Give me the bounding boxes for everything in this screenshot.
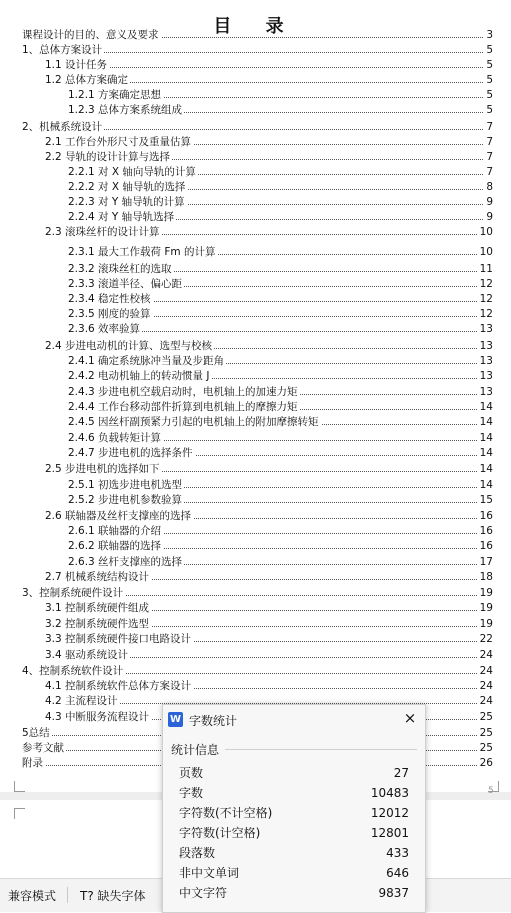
statistic-value: 9837 (378, 886, 409, 900)
toc-page-number: 3 (486, 29, 493, 41)
toc-entry-text: 2.4 步进电动机的计算、选型与校核 (45, 340, 213, 352)
statistic-label: 字符数(不计空格) (179, 806, 273, 820)
toc-entry[interactable] (68, 307, 493, 322)
toc-entry[interactable] (68, 195, 493, 210)
toc-entry[interactable] (68, 400, 493, 415)
toc-page-number: 12 (479, 293, 493, 305)
toc-page-number: 24 (479, 649, 493, 661)
toc-entry[interactable] (68, 322, 493, 337)
toc-page-number: 14 (479, 447, 493, 459)
toc-entry-text: 4.1 控制系统软件总体方案设计 (45, 680, 192, 692)
toc-entry-text: 3、控制系统硬件设计 (22, 587, 124, 599)
toc-page-number: 16 (479, 540, 493, 552)
dialog-title: 字数统计 (189, 714, 238, 728)
statistic-label: 非中文单词 (179, 866, 240, 880)
toc-page-number: 5 (486, 104, 493, 116)
toc-page-number: 5 (486, 44, 493, 56)
toc-entry[interactable] (45, 150, 493, 165)
toc-entry[interactable] (45, 135, 493, 150)
toc-page-number: 13 (479, 370, 493, 382)
toc-entry[interactable] (22, 120, 493, 135)
toc-entry[interactable] (68, 524, 493, 539)
toc-entry[interactable] (68, 446, 493, 461)
statistics-section-label: 统计信息 (171, 743, 220, 757)
toc-entry-text: 2.6.1 联轴器的介绍 (68, 525, 162, 537)
missing-font-icon: T? (80, 889, 94, 903)
toc-page-number: 14 (479, 463, 493, 475)
toc-page-number: 7 (486, 166, 493, 178)
page-corner-mark (14, 781, 25, 792)
toc-entry[interactable] (68, 245, 493, 260)
toc-page-number: 8 (486, 181, 493, 193)
toc-entry[interactable] (45, 570, 493, 585)
toc-entry-text: 2.4.3 步进电机空载启动时，电机轴上的加速力矩 (68, 386, 298, 398)
section-divider (225, 749, 417, 750)
statistic-row (179, 783, 409, 803)
toc-entry-text: 3.2 控制系统硬件选型 (45, 618, 150, 630)
toc-entry[interactable] (45, 632, 493, 647)
toc-entry-text: 4.3 中断服务流程设计 (45, 711, 150, 723)
toc-page-number: 5 (486, 59, 493, 71)
toc-entry[interactable] (22, 586, 493, 601)
toc-entry-text: 2.3.3 滚道半径、偏心距 (68, 278, 183, 290)
toc-entry-text: 2.5 步进电机的选择如下 (45, 463, 160, 475)
toc-entry[interactable] (45, 339, 493, 354)
toc-entry[interactable] (68, 369, 493, 384)
toc-entry-text: 2.6 联轴器及丝杆支撑座的选择 (45, 510, 192, 522)
toc-entry[interactable] (68, 165, 493, 180)
toc-page-number: 7 (486, 151, 493, 163)
toc-entry-text: 4.2 主流程设计 (45, 695, 118, 707)
statistic-label: 字数 (179, 786, 204, 800)
toc-entry[interactable] (45, 225, 493, 240)
toc-entry[interactable] (68, 88, 493, 103)
toc-title: 目 录 (213, 16, 298, 37)
toc-entry-text: 3.3 控制系统硬件接口电路设计 (45, 633, 192, 645)
toc-page-number: 18 (479, 571, 493, 583)
statistic-value: 27 (393, 766, 409, 780)
toc-page-number: 24 (479, 665, 493, 677)
toc-entry-text: 2.3.5 刚度的验算 (68, 308, 151, 320)
toc-page-number: 12 (479, 308, 493, 320)
toc-entry-text: 2.6.3 丝杆支撑座的选择 (68, 556, 183, 568)
toc-entry[interactable] (22, 664, 493, 679)
toc-page-number: 11 (479, 263, 493, 275)
toc-entry-text: 1.1 设计任务 (45, 59, 108, 71)
toc-page-number: 13 (479, 355, 493, 367)
statistic-label: 字符数(计空格) (179, 826, 261, 840)
toc-entry[interactable] (68, 210, 493, 225)
toc-entry-text: 2.2.2 对 X 轴导轨的选择 (68, 181, 186, 193)
toc-entry-text: 1.2.1 方案确定思想 (68, 89, 162, 101)
toc-page-number: 17 (479, 556, 493, 568)
toc-page-number: 12 (479, 278, 493, 290)
toc-page-number: 24 (479, 695, 493, 707)
close-icon[interactable]: × (403, 709, 417, 727)
toc-page-number: 13 (479, 323, 493, 335)
toc-entry[interactable] (45, 509, 493, 524)
toc-page-number: 5 (486, 89, 493, 101)
toc-page-number: 25 (479, 711, 493, 723)
toc-page-number: 10 (479, 246, 493, 258)
toc-page-number: 14 (479, 401, 493, 413)
word-count-dialog (162, 704, 426, 913)
statistic-row (179, 763, 409, 783)
toc-entry[interactable] (22, 43, 493, 58)
toc-entry-text: 5总结 (22, 727, 50, 739)
toc-page-number: 19 (479, 587, 493, 599)
toc-page-number: 22 (479, 633, 493, 645)
missing-fonts-button[interactable] (80, 887, 146, 904)
toc-entry[interactable] (45, 462, 493, 477)
toc-entry-text: 2.3.4 稳定性校核 (68, 293, 151, 305)
statistic-value: 12801 (370, 826, 409, 840)
toc-entry-text: 2.4.5 因丝杆副预紧力引起的电机轴上的附加摩擦转矩 (68, 416, 319, 428)
toc-dot-leader (45, 67, 493, 68)
statistic-row (179, 843, 409, 863)
toc-entry[interactable] (68, 262, 493, 277)
toc-entry-text: 4、控制系统软件设计 (22, 665, 124, 677)
statistic-value: 12012 (370, 806, 409, 820)
toc-entry-text: 3.4 驱动系统设计 (45, 649, 129, 661)
toc-page-number: 26 (479, 757, 493, 769)
toc-page-number: 15 (479, 494, 493, 506)
toc-entry-text: 2.2.3 对 Y 轴导轨的计算 (68, 196, 185, 208)
statistic-value: 433 (386, 846, 409, 860)
toc-entry-text: 2.1 工作台外形尺寸及重量估算 (45, 136, 192, 148)
toc-page-number: 9 (486, 211, 493, 223)
toc-entry[interactable] (68, 292, 493, 307)
toc-entry[interactable] (45, 58, 493, 73)
toc-entry[interactable] (68, 103, 493, 118)
toc-entry-text: 2.2.4 对 Y 轴导轨选择 (68, 211, 175, 223)
toc-entry[interactable] (22, 28, 493, 43)
statistic-label: 页数 (179, 766, 204, 780)
toc-entry[interactable] (68, 493, 493, 508)
toc-entry[interactable] (45, 679, 493, 694)
toc-entry-text: 2.3.1 最大工作载荷 Fm 的计算 (68, 246, 216, 258)
toc-entry[interactable] (68, 385, 493, 400)
toc-page-number: 7 (486, 136, 493, 148)
toc-entry[interactable] (45, 601, 493, 616)
toc-entry[interactable] (45, 617, 493, 632)
toc-entry-text: 3.1 控制系统硬件组成 (45, 602, 150, 614)
toc-entry-text: 1.2 总体方案确定 (45, 74, 129, 86)
toc-entry-text: 1、总体方案设计 (22, 44, 103, 56)
toc-page-number: 25 (479, 727, 493, 739)
toc-entry-text: 1.2.3 总体方案系统组成 (68, 104, 183, 116)
toc-page-number: 7 (486, 121, 493, 133)
toc-entry[interactable] (68, 415, 493, 430)
toc-page-number: 19 (479, 602, 493, 614)
statistic-row (179, 863, 409, 883)
wps-writer-icon: W (169, 714, 182, 725)
toc-entry-text: 2.4.2 电动机轴上的转动惯量 J (68, 370, 210, 382)
toc-entry-text: 课程设计的目的、意义及要求 (22, 29, 159, 41)
toc-page-number: 25 (479, 742, 493, 754)
toc-entry-text: 2.2 导轨的设计计算与选择 (45, 151, 171, 163)
toc-entry[interactable] (45, 73, 493, 88)
toc-page-number: 9 (486, 196, 493, 208)
toc-entry[interactable] (68, 180, 493, 195)
toc-entry-text: 2.2.1 对 X 轴向导轨的计算 (68, 166, 196, 178)
toc-page-number: 24 (479, 680, 493, 692)
toc-entry-text: 2.4.7 步进电机的选择条件 (68, 447, 193, 459)
toc-entry-text: 2.5.2 步进电机参数验算 (68, 494, 183, 506)
statistic-row (179, 803, 409, 823)
toc-entry-text: 2、机械系统设计 (22, 121, 103, 133)
toc-entry-text: 2.3.6 效率验算 (68, 323, 141, 335)
toc-page-number: 13 (479, 386, 493, 398)
toc-entry[interactable] (68, 277, 493, 292)
page-number-marker: 5 (488, 786, 494, 796)
toc-entry-text: 2.4.6 负载转矩计算 (68, 432, 162, 444)
toc-page-number: 10 (479, 226, 493, 238)
toc-page-number: 14 (479, 432, 493, 444)
toc-entry-text: 2.4.1 确定系统脉冲当量及步距角 (68, 355, 225, 367)
statistic-row (179, 883, 409, 903)
statistic-row (179, 823, 409, 843)
statistic-label: 中文字符 (179, 886, 228, 900)
toc-page-number: 13 (479, 340, 493, 352)
toc-page-number: 14 (479, 479, 493, 491)
toc-page-number: 14 (479, 416, 493, 428)
statistic-label: 段落数 (179, 846, 216, 860)
toc-entry[interactable] (68, 354, 493, 369)
toc-entry-text: 2.4.4 工作台移动部件折算到电机轴上的摩擦力矩 (68, 401, 298, 413)
toc-entry-text: 2.3.2 滚珠丝杠的选取 (68, 263, 172, 275)
toc-entry-text: 2.6.2 联轴器的选择 (68, 540, 162, 552)
statistic-value: 646 (386, 866, 409, 880)
toc-entry-text: 2.7 机械系统结构设计 (45, 571, 150, 583)
compat-mode-label[interactable]: 兼容模式 (8, 889, 57, 903)
toc-page-number: 19 (479, 618, 493, 630)
toc-entry[interactable] (68, 539, 493, 554)
page-corner-mark (14, 808, 25, 819)
toc-entry-text: 附录 (22, 757, 43, 769)
toc-page-number: 5 (486, 74, 493, 86)
status-divider (67, 887, 68, 903)
toc-entry[interactable] (68, 478, 493, 493)
toc-entry-text: 2.3 滚珠丝杆的设计计算 (45, 226, 160, 238)
toc-entry-text: 参考文献 (22, 742, 64, 754)
toc-entry-text: 2.5.1 初选步进电机选型 (68, 479, 183, 491)
toc-entry[interactable] (68, 431, 493, 446)
toc-page-number: 16 (479, 510, 493, 522)
toc-page-number: 16 (479, 525, 493, 537)
statistic-value: 10483 (370, 786, 409, 800)
missing-fonts-label: 缺失字体 (97, 889, 146, 903)
toc-entry[interactable] (68, 555, 493, 570)
toc-entry[interactable] (45, 648, 493, 663)
